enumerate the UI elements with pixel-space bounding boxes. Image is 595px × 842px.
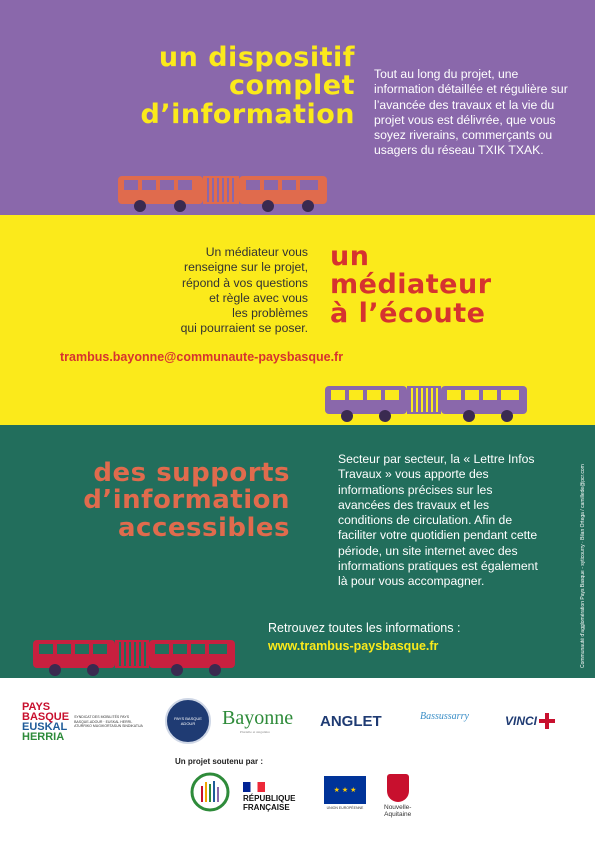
logo-rf-line: RÉPUBLIQUE [243,794,296,803]
french-flag-icon [243,782,265,792]
title-line: d’information [83,485,290,516]
logo-syndicat-badge: PAYS BASQUE ADOUR [165,698,211,744]
title-line: à l’écoute [330,297,486,329]
text-line: Un médiateur vous [205,245,308,259]
title-line: des supports [93,458,290,488]
contact-email-link[interactable]: trambus.bayonne@communaute-paysbasque.fr [60,350,344,364]
logo-anglet: ANGLET [320,713,382,730]
logo-union-europeenne [315,776,375,810]
logo-grenelle-environnement [190,772,230,812]
website-link[interactable]: www.trambus-paysbasque.fr [268,639,439,653]
aquitaine-shield-icon [387,774,409,802]
supported-by-label: Un projet soutenu par : [175,757,263,766]
logo-eu-caption: UNION EUROPÉENNE [326,806,364,810]
text-line: qui pourraient se poser. [180,321,308,336]
title-line: un dispositif [158,42,355,73]
title-line: médiateur [330,269,492,301]
logo-pays-basque-sub: SYNDICAT DES MOBILITÉS PAYS BASQUE-ADOUR · EUSKAL HERRI-ATURRIKO MUGIKORTASUN SINDIKATUA [74,715,143,729]
info-cta: Retrouvez toutes les informations : [268,621,461,635]
text-line: renseigne sur le projet, [184,260,308,275]
bus-illustration-purple [325,380,535,425]
text-line: et règle avec vous [209,290,308,305]
bus-illustration-orange [118,170,338,215]
title-line: complet [229,70,355,102]
eu-flag-icon: ★ ★ ★ [324,776,366,804]
vinci-cross-icon [539,713,555,729]
logo-republique-francaise [243,782,295,812]
logo-bayonne-text: Bayonne [222,707,294,729]
photo-credit: Communauté d’agglomération Pays Basque - syticourry · Bilan Ortega / camillede@pcr.com [580,464,586,668]
title-line: accessibles [118,512,290,543]
logo-bayonne [222,707,294,734]
title-line: d’information [140,98,355,130]
title-dispositif [35,44,355,129]
text-dispositif: Tout au long du projet, une information détaillée et régulière sur l’avancée des travaux et la vie du projet vous est délivrée, que vous soyez riverains, commerçants ou usagers du réseau TXIK TXAK. [374,67,568,158]
logo-nouvelle-aquitaine [384,774,411,818]
logo-pays-basque [22,702,144,742]
logo-pays-basque-mark: PAYS BASQUE EUSKAL HERRIA [22,701,70,743]
title-supports [0,460,290,542]
bus-illustration-red [33,634,243,678]
logo-vinci [505,713,555,729]
title-mediateur [330,243,492,328]
text-line: répond à vos questions [181,275,308,290]
text-supports: Secteur par secteur, la « Lettre Infos Travaux » vous apporte des informations précises sur les avancées des travaux et les conditions de circulation. Afin de faciliter votre quotidien pendant cette période, un site internet avec des informations pratiques est également là pour vous accompagner. [338,452,538,589]
logo-vinci-text: VINCI [505,714,538,728]
logo-rf-line: FRANÇAISE [243,803,290,812]
logo-na-caption: Nouvelle- Aquitaine [384,804,412,818]
text-line: les problèmes [232,306,308,321]
text-mediateur [138,245,308,337]
logo-bassussarry: Bassussarry [420,711,469,722]
title-line: un [330,241,370,272]
logo-bayonne-tag: Plurielle et singulière [240,730,270,734]
